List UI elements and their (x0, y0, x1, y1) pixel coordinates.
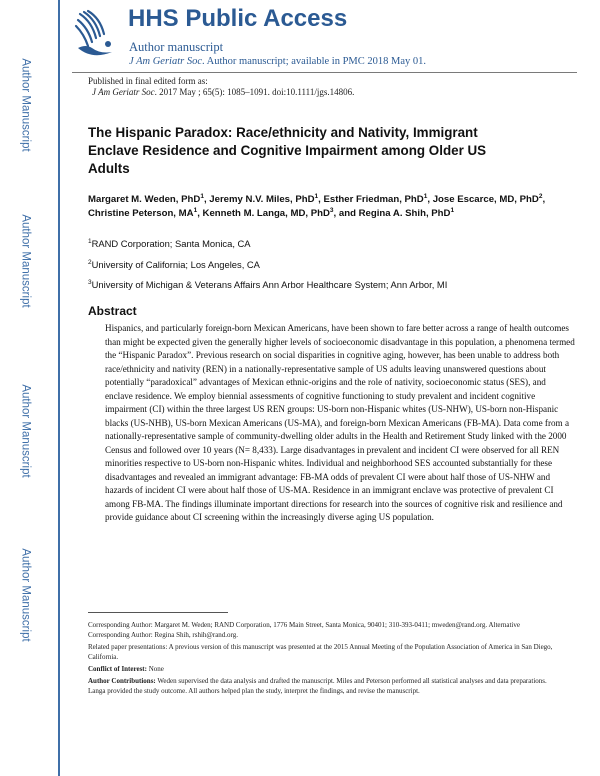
published-label: Published in final edited form as: (88, 76, 208, 86)
affiliation (88, 279, 568, 290)
author-manuscript-label: Author manuscript (129, 40, 224, 54)
abstract-heading: Abstract (88, 304, 137, 318)
side-label-author-manuscript (8, 540, 44, 650)
side-label-text: Author Manuscript (20, 58, 33, 152)
hhs-public-access-title: HHS Public Access (128, 5, 348, 32)
footnote-author-contributions (88, 677, 558, 696)
author-name: Kenneth M. Langa, MD, PhD (202, 208, 330, 219)
article-title: The Hispanic Paradox: Race/ethnicity and Nativity, Immigrant Enclave Residence and Cognitive Impairment among Older US Adults (88, 125, 487, 176)
footnote-related-presentations: Related paper presentations: A previous version of this manuscript was presented at the 2015 Annual Meeting of the Population Association of America in San Diego, California. (88, 643, 553, 661)
author-separator: , (203, 194, 210, 205)
footnote-conflict-of-interest (88, 665, 558, 675)
author-affil-sup: 1 (193, 206, 198, 214)
side-label-text: Author Manuscript (20, 214, 33, 308)
author-name: Margaret M. Weden, PhD (88, 194, 201, 205)
author-affil-sup: 2 (538, 192, 543, 200)
side-label-author-manuscript (8, 206, 44, 316)
author-name: Jeremy N.V. Miles, PhD (209, 194, 315, 205)
affiliation-number: 3 (88, 278, 92, 286)
author-affil-sup: 1 (423, 192, 428, 200)
affiliation-text: University of Michigan & Veterans Affairs Ann Arbor Healthcare System; Ann Arbor, MI (91, 279, 448, 290)
left-margin-rule (58, 0, 60, 776)
side-label-author-manuscript (8, 376, 44, 486)
abstract-body: Hispanics, and particularly foreign-born Mexican Americans, have been shown to fare better across a range of health outcomes than might be expected given the generally higher levels of socioeconomic disadvantage in this population, a phenomena termed the “Hispanic Paradox”. Previous research on social disparities in cognitive aging, however, has been unable to address both race/ethnicity and nativity (REN) in a nationally-representative sample of US adults leaving unanswered questions about potentially “paradoxical” advantages of Mexican ethnic-origins and the role of nativity, socioeconomic status (SES), and enclave residence. We employ biennial assessments of cognitive functioning to study prevalent and incident cognitive impairment (CI) within the three largest US REN groups: US-born non-Hispanic whites (US-NHW), US-born non-Hispanic blacks (US-NHB), US-born Mexican Americans (US-MA), and foreign-born Mexican Americans (FB-MA). Data come from a nationally-representative sample of community-dwelling older adults in the Health and Retirement Study linked with the 2000 Census and followed over 10 years (N= 8,433). Large disadvantages in prevalent and incident CI were observed for all REN minorities respective to US-born non-Hispanic whites. Individual and neighborhood SES accounted substantially for these disadvantages and revealed an immigrant advantage: FB-MA odds of prevalent CI were about half those of US-NHW and hazards of incident CI were about half those of US-MA. Residence in an immigrant enclave was protective of prevalent CI among FB-MA. The findings illuminate important directions for research into the sources of cognitive risk and resilience and provide guidance about CI screening within the increasingly diverse aging US population. (105, 323, 575, 522)
author-name: Christine Peterson, MA (88, 208, 194, 219)
author-separator: , (318, 194, 324, 205)
citation-details: . 2017 May ; 65(5): 1085–1091. doi:10.1111/jgs.14806. (154, 87, 355, 97)
footnote-divider (88, 612, 228, 613)
affiliation-number: 2 (88, 258, 92, 266)
author-affil-sup: 3 (329, 206, 334, 214)
contributions-label: Author Contributions: (88, 677, 156, 685)
side-label-text: Author Manuscript (20, 548, 33, 642)
author-name: Regina A. Shih, PhD (358, 208, 451, 219)
publication-citation (92, 87, 354, 97)
contributions-text: Weden supervised the data analysis and drafted the manuscript. Miles and Peterson performed all statistical analyses and data preparations. Langa provided the study outcome. All authors helped plan the study, interpret the findings, and revise the manuscript. (88, 677, 547, 695)
author-affil-sup: 1 (200, 192, 204, 200)
side-label-text: Author Manuscript (20, 384, 33, 478)
citation-journal: J Am Geriatr Soc (92, 87, 155, 97)
side-label-author-manuscript (8, 50, 44, 160)
journal-name: J Am Geriatr Soc (129, 56, 203, 67)
availability-text: . Author manuscript; available in PMC 2018 May 01. (202, 56, 426, 67)
author-name: Esther Friedman, PhD (323, 194, 424, 205)
hhs-eagle-logo-icon (72, 8, 118, 64)
conflict-label: Conflict of Interest: (88, 665, 147, 673)
header-divider (72, 72, 577, 73)
author-separator: , (197, 208, 203, 219)
footnote-corresponding-author: Corresponding Author: Margaret M. Weden; RAND Corporation, 1776 Main Street, Santa Monica, 90401; 310-393-0411; mweden@rand.org. Alternative Corresponding Author: Regina Shih, rshih@rand.org. (88, 621, 520, 639)
author-separator: , (427, 194, 433, 205)
author-separator: , (542, 194, 546, 205)
conflict-text: None (146, 665, 164, 673)
author-separator: , and (333, 208, 359, 219)
affiliation (88, 259, 568, 270)
author-affil-sup: 1 (450, 206, 455, 214)
journal-availability (129, 56, 426, 67)
affiliation-number: 1 (88, 237, 92, 245)
author-affil-sup: 1 (314, 192, 319, 200)
affiliation (88, 238, 568, 249)
affiliation-text: RAND Corporation; Santa Monica, CA (91, 238, 251, 249)
author-name: Jose Escarce, MD, PhD (432, 194, 539, 205)
author-list (88, 193, 568, 221)
affiliation-text: University of California; Los Angeles, CA (91, 259, 260, 270)
